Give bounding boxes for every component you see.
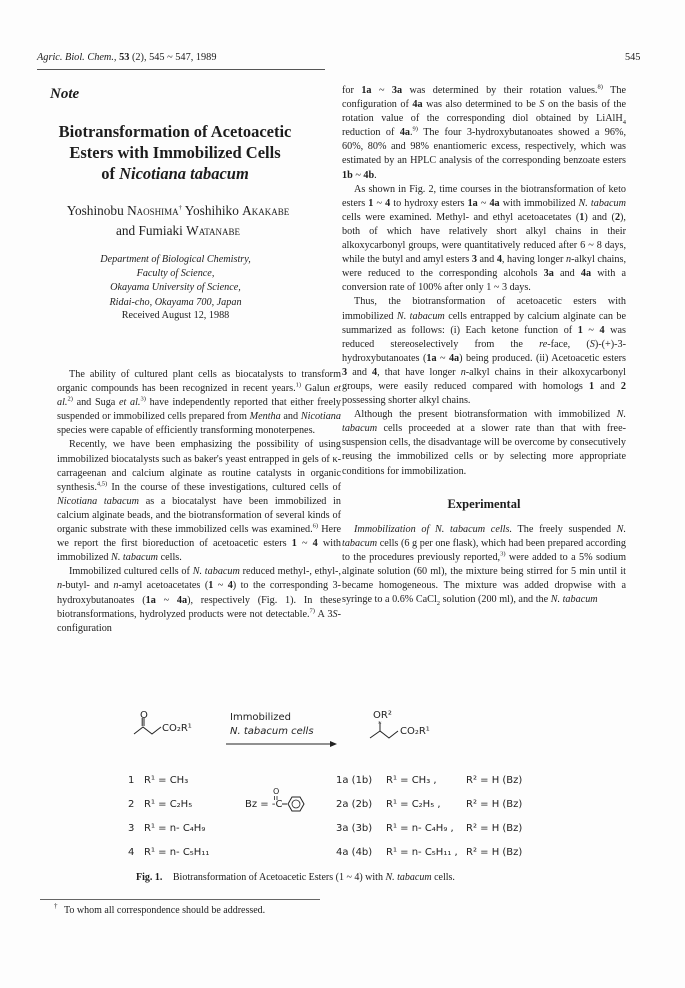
body-paragraph-7: Although the present biotransformation with immobilized N. tabacum cells proceeded at a slower rate than that with free-suspension cells, the disadvantage will be overcome by consecutively reusing the immobilized cells or by selecting more appropriate conditions for immobilization. (342, 409, 626, 477)
body-paragraph-6: Thus, the biotransformation of acetoacetic esters with immobilized N. tabacum cells entrapped by calcium alginate can be summarized as follows: (i) Each ketone function of 1 ~ 4 was reduced stereoselectively from the re-face, (S)-(+)-3-hydroxybutanoates (1a ~ 4a) being produced. (ii) Acetoacetic esters 3 and 4, that have longer n-alkyl chains in their alkoxycarbonyl groups, were easily reduced compared with homologs 1 and 2 possessing shorter alkyl chains. (342, 296, 627, 407)
article-title (40, 121, 310, 184)
reactant-1-number: 1 (128, 775, 135, 786)
author-list (28, 201, 328, 241)
affiliation-line: Faculty of Science, (136, 268, 215, 280)
footnote (54, 902, 266, 916)
benzoyl-definition: Bz = -C- (245, 799, 287, 810)
figure-label: Fig. 1. (136, 872, 163, 883)
affiliation-line: Ridai-cho, Okayama 700, Japan (109, 296, 242, 308)
reactant-4-number: 4 (128, 847, 135, 858)
caption-text: Biotransformation of Acetoacetic Esters (1 ~ 4) with (172, 872, 383, 883)
reactant-2-number: 2 (128, 799, 135, 810)
stereocenter-mark: * (378, 720, 382, 728)
footnote-rule (40, 899, 320, 900)
benzoyl-ring-icon (266, 785, 316, 815)
figure-1-caption (136, 872, 455, 883)
product-or2-group: OR² (373, 710, 392, 721)
reactant-carbonyl-oxygen: O (140, 710, 148, 721)
caption-end: cells. (434, 872, 455, 883)
received-date: Received August 12, 1988 (121, 310, 230, 321)
page-number: 545 (625, 52, 641, 63)
product-2-r2: R² = H (Bz) (466, 799, 523, 810)
reaction-arrow-icon (226, 740, 338, 748)
title-line-3-prefix: of (101, 164, 120, 183)
author-1-family: Naoshima (127, 203, 179, 218)
author-2-family: Akakabe (242, 203, 290, 218)
product-4-number: 4a (4b) (336, 847, 373, 858)
affiliation-line: Department of Biological Chemistry, (100, 254, 251, 265)
reactant-2-r1: R¹ = C₂H₅ (144, 799, 193, 810)
body-paragraph-2: Recently, we have been emphasizing the possibility of using immobilized biocatalysts such as baker's yeast entrapped in gels of κ-carrageenan and calcium alginate as routine catalysts in organic synthesis.$^{4,5)}$ In the course of these investigations, cultured cells of Nicotiana tabacum as a biocatalyst have been immobilized in calcium alginate beads, and the biotransformation of several kinds of organic substrate with these immobilized cells was examined.$^{6)}$ Here we report the first bioreduction of acetoacetic esters 1 ~ 4 with immobilized N. tabacum cells. (57, 439, 342, 564)
product-1-r2: R² = H (Bz) (466, 775, 523, 786)
journal-volume: 53 (119, 52, 130, 63)
footnote-dagger: † (54, 902, 58, 910)
author-conjunction: and (115, 223, 136, 238)
body-paragraph-5: As shown in Fig. 2, time courses in the biotransformation of keto esters 1 ~ 4 to hydroxy esters 1a ~ 4a with immobilized N. tabacum cells were examined. Methyl- and ethyl acetoacetates (1) and (2), both of which have relatively short alkyl chains in their alkoxycarbonyl groups, were quantitatively reduced after 6 ~ 8 days, while the butyl and amyl esters 3 and 4, having longer n-alkyl chains, were reduced to the corresponding alcohols 3a and 4a with a conversion rate of 100% after only 1 ~ 3 days. (342, 183, 627, 294)
product-2-number: 2a (2b) (336, 799, 373, 810)
body-paragraph-8: Immobilization of N. tabacum cells. The freely suspended N. tabacum cells (6 g per one flask), which had been prepared according to the procedures previously reported,$^{3)}$ were added to a 5% sodium alginate solution (60 ml), the mixture being stirred for 5 min until it became homogeneous. The mixture was added dropwise with a syringe to a 0.6% CaCl$_2$ solution (200 ml), and the N. tabacum (342, 523, 626, 608)
header-rule (37, 69, 325, 70)
author-3-given: Fumiaki (138, 223, 183, 238)
author-1-mark: † (178, 204, 182, 212)
section-heading-experimental: Experimental (447, 496, 521, 511)
reactant-1-r1: R¹ = CH₃ (144, 775, 189, 786)
product-4-r1: R¹ = n- C₅H₁₁ , (386, 847, 458, 858)
product-2-r1: R¹ = C₂H₅ , (386, 799, 441, 810)
author-1-given: Yoshinobu (66, 203, 124, 218)
product-3-number: 3a (3b) (336, 823, 373, 834)
body-left-column (57, 368, 341, 636)
svg-text:O: O (273, 787, 280, 796)
reactant-3-number: 3 (128, 823, 135, 834)
figure-1-reaction-scheme (0, 705, 685, 895)
affiliation-line: Okayama University of Science, (110, 282, 241, 294)
journal-issue-pages: (2), 545 ~ 547, 1989 (129, 52, 217, 63)
reactant-3-r1: R¹ = n- C₄H₉ (144, 823, 206, 834)
title-line-3 (40, 163, 310, 184)
product-4-r2: R² = H (Bz) (466, 847, 523, 858)
body-paragraph-3: Immobilized cultured cells of N. tabacum reduced methyl-, ethyl-, n-butyl- and n-amyl acetoacetates (1 ~ 4) to the corresponding 3-hydroxybutanoates (1a ~ 4a), respectively (Fig. 1). In these biotransformations, hydrolyzed products were not detectable.$^{7)}$ A 3S-configuration (57, 566, 342, 634)
title-line-1: Biotransformation of Acetoacetic (58, 122, 292, 141)
product-3-r1: R¹ = n- C₄H₉ , (386, 823, 454, 834)
journal-name: Agric. Biol. Chem., (37, 52, 117, 63)
running-header (37, 52, 327, 63)
arrow-label-line2: N. tabacum cells (230, 726, 314, 737)
affiliation (38, 253, 313, 310)
product-1-number: 1a (1b) (336, 775, 373, 786)
reactant-4-r1: R¹ = n- C₅H₁₁ (144, 847, 210, 858)
body-paragraph-1: The ability of cultured plant cells as biocatalysts to transform organic compounds has been recognized in recent years.$^{1)}$ Galun et al.$^{2)}$ and Suga et al.$^{3)}$ have independently reported that either freely suspended or immobilized cells prepared from Mentha and Nicotiana species were capable of efficiently transforming monoterpenes. (57, 369, 341, 437)
title-species: Nicotiana tabacum (119, 164, 249, 183)
author-2-given: Yoshihiko (184, 203, 239, 218)
product-1-r1: R¹ = CH₃ , (386, 775, 437, 786)
product-ester-group: CO₂R¹ (400, 726, 430, 737)
footnote-text: To whom all correspondence should be addressed. (64, 905, 266, 916)
product-3-r2: R² = H (Bz) (466, 823, 523, 834)
reactant-ester-group: CO₂R¹ (162, 723, 192, 734)
body-paragraph-4: for 1a ~ 3a was determined by their rotation values.$^{8)}$ The configuration of 4a was also determined to be S on the basis of the rotation value of the corresponding diol obtained by LiAlH$_4$ reduction of 4a.$^{9)}$ The four 3-hydroxybutanoates showed a 96%, 60%, 80% and 98% enantiomeric excess, respectively, which was estimated by an HPLC analysis of the corresponding benzoate esters 1b ~ 4b. (342, 83, 626, 181)
body-right-column (342, 84, 626, 607)
experimental-subheading: Immobilization of N. tabacum cells. (354, 523, 513, 535)
title-line-2: Esters with Immobilized Cells (69, 143, 281, 162)
author-3-family: Watanabe (186, 223, 240, 238)
caption-species: N. tabacum (385, 872, 432, 883)
article-type-label: Note (50, 86, 80, 102)
arrow-label-line1: Immobilized (230, 712, 291, 723)
